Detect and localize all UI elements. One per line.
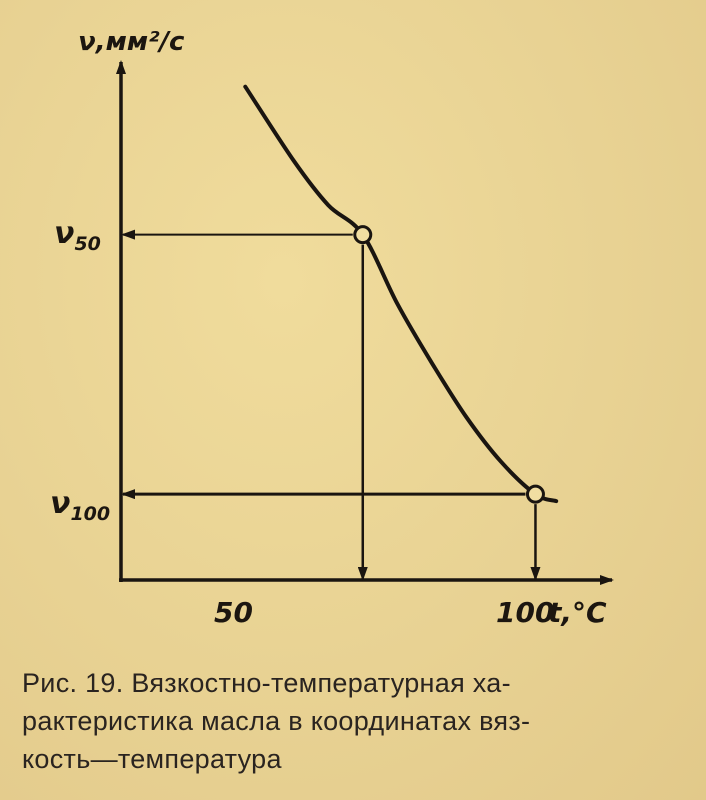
marked-point-100	[527, 486, 543, 502]
x-tick-label-50: 50	[214, 596, 253, 629]
projection-lines	[123, 235, 535, 579]
marked-points	[355, 227, 544, 502]
figure-caption	[22, 664, 672, 778]
caption-line-2: рактеристика масла в координатах вяз-	[22, 706, 531, 736]
caption-line-1: Рис. 19. Вязкостно-температурная ха-	[22, 668, 511, 698]
v50-subscript: 50	[74, 233, 101, 255]
y-label-v100: $\nu_{100}$	[50, 486, 111, 525]
x-tick-label-100: 100	[496, 596, 555, 629]
viscosity-curve	[245, 87, 556, 501]
y-label-v50: $\nu_{50}$	[54, 216, 101, 255]
v100-subscript: 100	[70, 503, 111, 525]
x-axis-label: t,°C	[548, 596, 607, 629]
y-axis-label: ν,мм²/с	[78, 27, 185, 57]
marked-point-50	[355, 227, 371, 243]
caption-line-3: кость—температура	[22, 744, 282, 774]
